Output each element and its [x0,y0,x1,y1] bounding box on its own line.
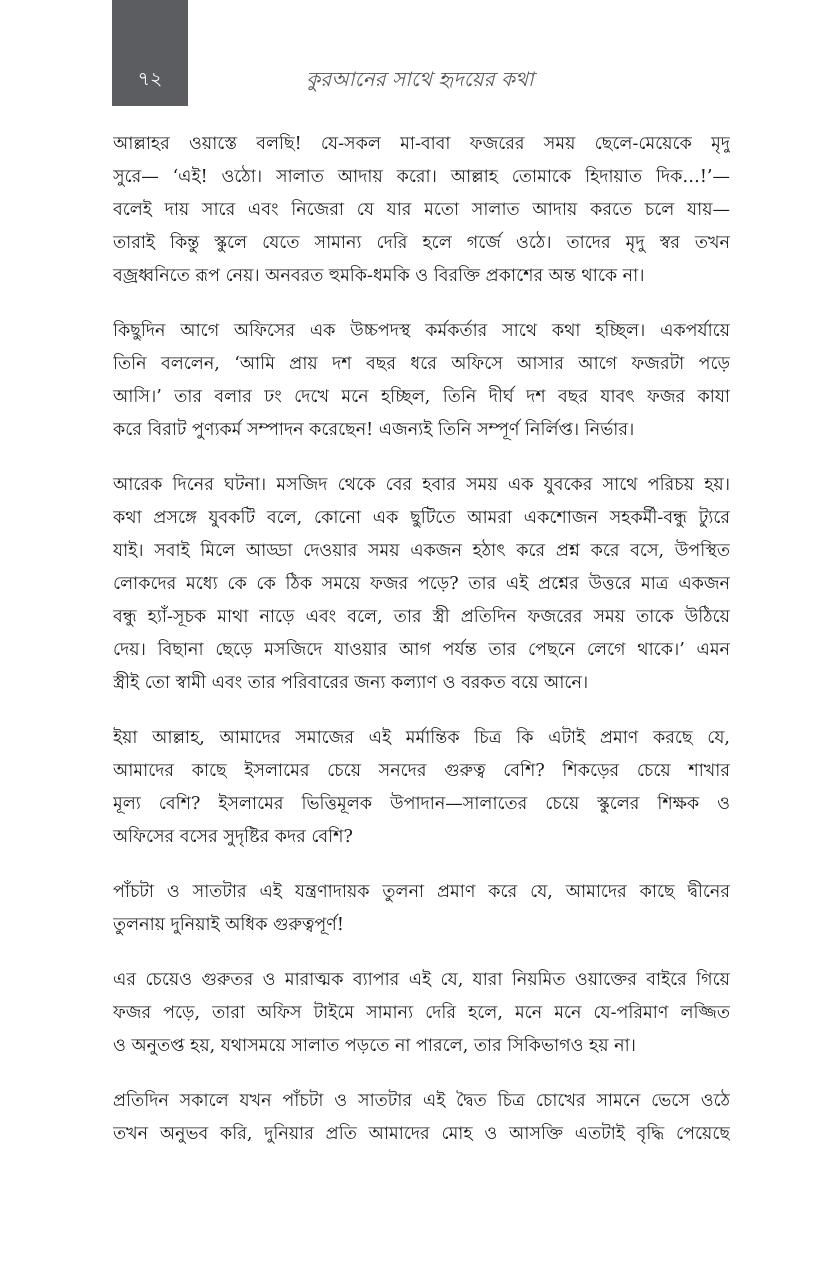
paragraph [113,1085,730,1151]
text-line: আল্লাহর ওয়াস্তে বলছি! যে-সকল মা-বাবা ফজরের সময় ছেলে-মেয়েকে মৃদু [113,134,730,154]
text-line: কিছুদিন আগে অফিসের এক উচ্চপদস্থ কর্মকর্তার সাথে কথা হচ্ছিল। একপর্যায়ে [113,321,730,341]
text-line: যাই। সবাই মিলে আড্ডা দেওয়ার সময় একজন হঠাৎ করে প্রশ্ন করে বসে, উপস্থিত [113,541,730,561]
text-line: তারাই কিন্তু স্কুলে যেতে সামান্য দেরি হলে গর্জে ওঠে। তাদের মৃদু স্বর তখন [113,233,730,253]
page-number-tab [112,0,188,106]
text-line: তিনি বললেন, ‘আমি প্রায় দশ বছর ধরে অফিসে আসার আগে ফজরটা পড়ে [113,354,730,374]
text-line: বন্ধু হ্যাঁ-সূচক মাথা নাড়ে এবং বলে, তার স্ত্রী প্রতিদিন ফজরের সময় তাকে উঠিয়ে [113,607,730,627]
text-line: এর চেয়েও গুরুতর ও মারাত্মক ব্যাপার এই যে, যারা নিয়মিত ওয়াক্তের বাইরে গিয়ে [113,970,730,990]
text-line: অফিসের বসের সুদৃষ্টির কদর বেশি? [113,827,353,847]
text-line: বলেই দায় সারে এবং নিজেরা যে যার মতো সালাত আদায় করতে চলে যায়— [113,200,730,220]
text-line: পাঁচটা ও সাতটার এই যন্ত্রণাদায়ক তুলনা প্রমাণ করে যে, আমাদের কাছে দ্বীনের [113,882,730,902]
text-line: প্রতিদিন সকালে যখন পাঁচটা ও সাতটার এই দ্বৈত চিত্র চোখের সামনে ভেসে ওঠে [113,1091,730,1111]
paragraph [113,876,730,942]
text-line: তখন অনুভব করি, দুনিয়ার প্রতি আমাদের মোহ ও আসক্তি এতটাই বৃদ্ধি পেয়েছে [113,1124,730,1144]
text-line: ও অনুতপ্ত হয়, যথাসময়ে সালাত পড়তে না পারলে, তার সিকিভাগও হয় না। [113,1036,636,1056]
text-line: সুরে— ‘এই! ওঠো। সালাত আদায় করো। আল্লাহ তোমাকে হিদায়াত দিক…!’— [113,167,730,187]
text-line: আসি।’ তার বলার ঢং দেখে মনে হচ্ছিল, তিনি দীর্ঘ দশ বছর যাবৎ ফজর কাযা [113,387,730,407]
text-line: আরেক দিনের ঘটনা। মসজিদ থেকে বের হবার সময় এক যুবকের সাথে পরিচয় হয়। [113,475,730,495]
text-line: আমাদের কাছে ইসলামের চেয়ে সনদের গুরুত্ব বেশি? শিকড়ের চেয়ে শাখার [113,761,730,781]
paragraph [113,469,730,700]
text-line: কথা প্রসঙ্গে যুবকটি বলে, কোনো এক ছুটিতে আমরা একশোজন সহকর্মী-বন্ধু ট্যুরে [113,508,730,528]
running-header-title: কুরআনের সাথে হৃদয়ের কথা [306,67,534,91]
body-text [113,128,730,1173]
text-line: লোকদের মধ্যে কে কে ঠিক সময়ে ফজর পড়ে? তার এই প্রশ্নের উত্তরে মাত্র একজন [113,574,730,594]
paragraph [113,315,730,447]
text-line: ইয়া আল্লাহ, আমাদের সমাজের এই মর্মান্তিক চিত্র কি এটাই প্রমাণ করছে যে, [113,728,730,748]
text-line: দেয়। বিছানা ছেড়ে মসজিদে যাওয়ার আগ পর্যন্ত তার পেছনে লেগে থাকে।’ এমন [113,640,730,660]
text-line: মূল্য বেশি? ইসলামের ভিত্তিমূলক উপাদান—সালাতের চেয়ে স্কুলের শিক্ষক ও [113,794,730,814]
paragraph [113,128,730,293]
page-number: ৭২ [137,68,163,90]
text-line: তুলনায় দুনিয়াই অধিক গুরুত্বপূর্ণ! [113,915,344,935]
text-line: বজ্রধ্বনিতে রূপ নেয়। অনবরত হুমকি-ধমকি ও বিরক্তি প্রকাশের অন্ত থাকে না। [113,266,645,286]
paragraph [113,964,730,1063]
paragraph [113,722,730,854]
text-line: করে বিরাট পুণ্যকর্ম সম্পাদন করেছেন! এজন্যই তিনি সম্পূর্ণ নির্লিপ্ত। নির্ভার। [113,420,635,440]
text-line: ফজর পড়ে, তারা অফিস টাইমে সামান্য দেরি হলে, মনে মনে যে-পরিমাণ লজ্জিত [113,1003,730,1023]
text-line: স্ত্রীই তো স্বামী এবং তার পরিবারের জন্য কল্যাণ ও বরকত বয়ে আনে। [113,673,589,693]
